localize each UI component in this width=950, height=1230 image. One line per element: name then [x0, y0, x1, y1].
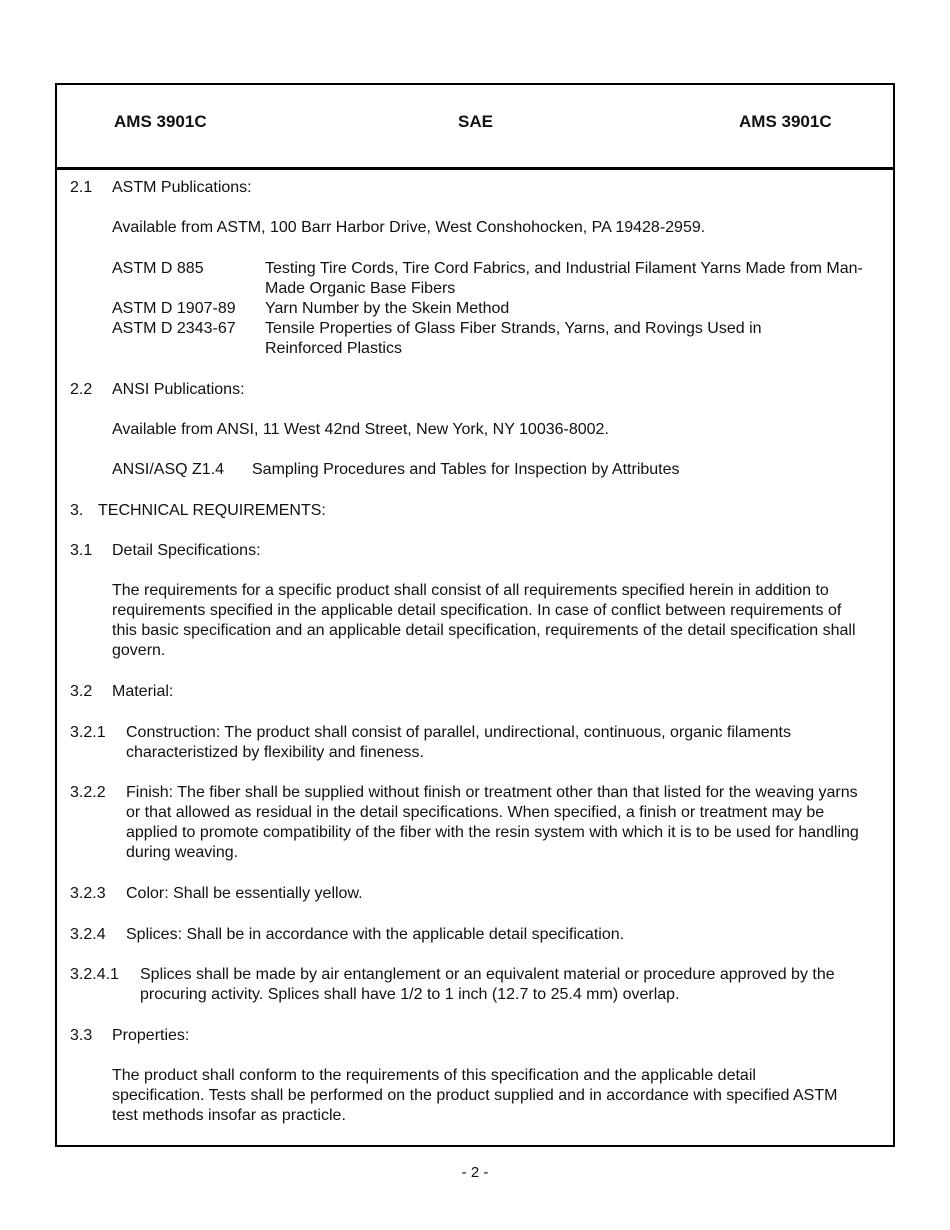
- section-3-2-3-number: 3.2.3: [70, 885, 106, 902]
- section-3-3-title: Properties:: [112, 1027, 190, 1044]
- section-3-2-2-number: 3.2.2: [70, 784, 106, 801]
- section-3-2-number: 3.2: [70, 683, 93, 700]
- page-number: - 2 -: [461, 1164, 489, 1181]
- section-3-2-4-text: Splices: Shall be in accordance with the applicable detail specification.: [126, 926, 625, 943]
- section-3-title: TECHNICAL REQUIREMENTS:: [98, 502, 326, 519]
- section-3-2-3-text: Color: Shall be essentially yellow.: [126, 885, 363, 902]
- section-3-1-title: Detail Specifications:: [112, 542, 261, 559]
- section-2-2-title: ANSI Publications:: [112, 381, 245, 398]
- section-3-number: 3.: [70, 502, 84, 519]
- header-right-code: AMS 3901C: [739, 112, 832, 131]
- section-2-2-availability: Available from ANSI, 11 West 42nd Street, New York, NY 10036-8002.: [112, 421, 609, 438]
- section-2-1-availability: Available from ASTM, 100 Barr Harbor Drive, West Conshohocken, PA 19428-2959.: [112, 219, 706, 236]
- section-3-1-number: 3.1: [70, 542, 93, 559]
- section-3-2-2-text: Finish: The fiber shall be supplied without finish or treatment other than that listed for the weaving yarns or that allowed as residual in the detail specifications. When specified, a finish or treatment may be applied to promote compatibility of the fiber with the resin system with which it is to be used for handling during weaving.: [126, 784, 859, 861]
- section-3-2-4-number: 3.2.4: [70, 926, 106, 943]
- astm-ref-desc: Tensile Properties of Glass Fiber Strands, Yarns, and Rovings Used in Reinforced Plastics: [265, 320, 762, 357]
- header-left-code: AMS 3901C: [114, 112, 207, 131]
- header-center-title: SAE: [458, 112, 493, 131]
- section-3-2-4-1-number: 3.2.4.1: [70, 966, 119, 983]
- ansi-ref-desc: Sampling Procedures and Tables for Inspection by Attributes: [252, 461, 680, 478]
- section-2-1-number: 2.1: [70, 179, 93, 196]
- section-3-2-4-1-text: Splices shall be made by air entanglement or an equivalent material or procedure approved by the procuring activity. Splices shall have 1/2 to 1 inch (12.7 to 25.4 mm) overlap.: [140, 966, 835, 1003]
- section-3-3-text: The product shall conform to the requirements of this specification and the applicable detail specification. Tests shall be performed on the product supplied and in accordance with specified ASTM test methods insofar as practicle.: [112, 1067, 838, 1124]
- astm-ref-desc: Testing Tire Cords, Tire Cord Fabrics, and Industrial Filament Yarns Made from Man-Made Organic Base Fibers: [265, 260, 863, 297]
- section-3-2-1-text: Construction: The product shall consist of parallel, undirectional, continuous, organic filaments characteristized by flexibility and fineness.: [126, 724, 791, 761]
- section-3-2-title: Material:: [112, 683, 174, 700]
- page-header: [57, 85, 893, 170]
- astm-ref-code: ASTM D 1907-89: [112, 300, 236, 317]
- section-2-2-number: 2.2: [70, 381, 93, 398]
- section-3-2-1-number: 3.2.1: [70, 724, 106, 741]
- section-3-3-number: 3.3: [70, 1027, 93, 1044]
- astm-ref-code: ASTM D 885: [112, 260, 204, 277]
- section-3-1-text: The requirements for a specific product shall consist of all requirements specified herein in addition to requirements specified in the applicable detail specification. In case of conflict between requirements of this basic specification and an applicable detail specification, requirements of the detail specification shall govern.: [112, 582, 856, 659]
- section-2-1-title: ASTM Publications:: [112, 179, 252, 196]
- astm-ref-code: ASTM D 2343-67: [112, 320, 236, 337]
- astm-ref-desc: Yarn Number by the Skein Method: [265, 300, 510, 317]
- ansi-ref-code: ANSI/ASQ Z1.4: [112, 461, 225, 478]
